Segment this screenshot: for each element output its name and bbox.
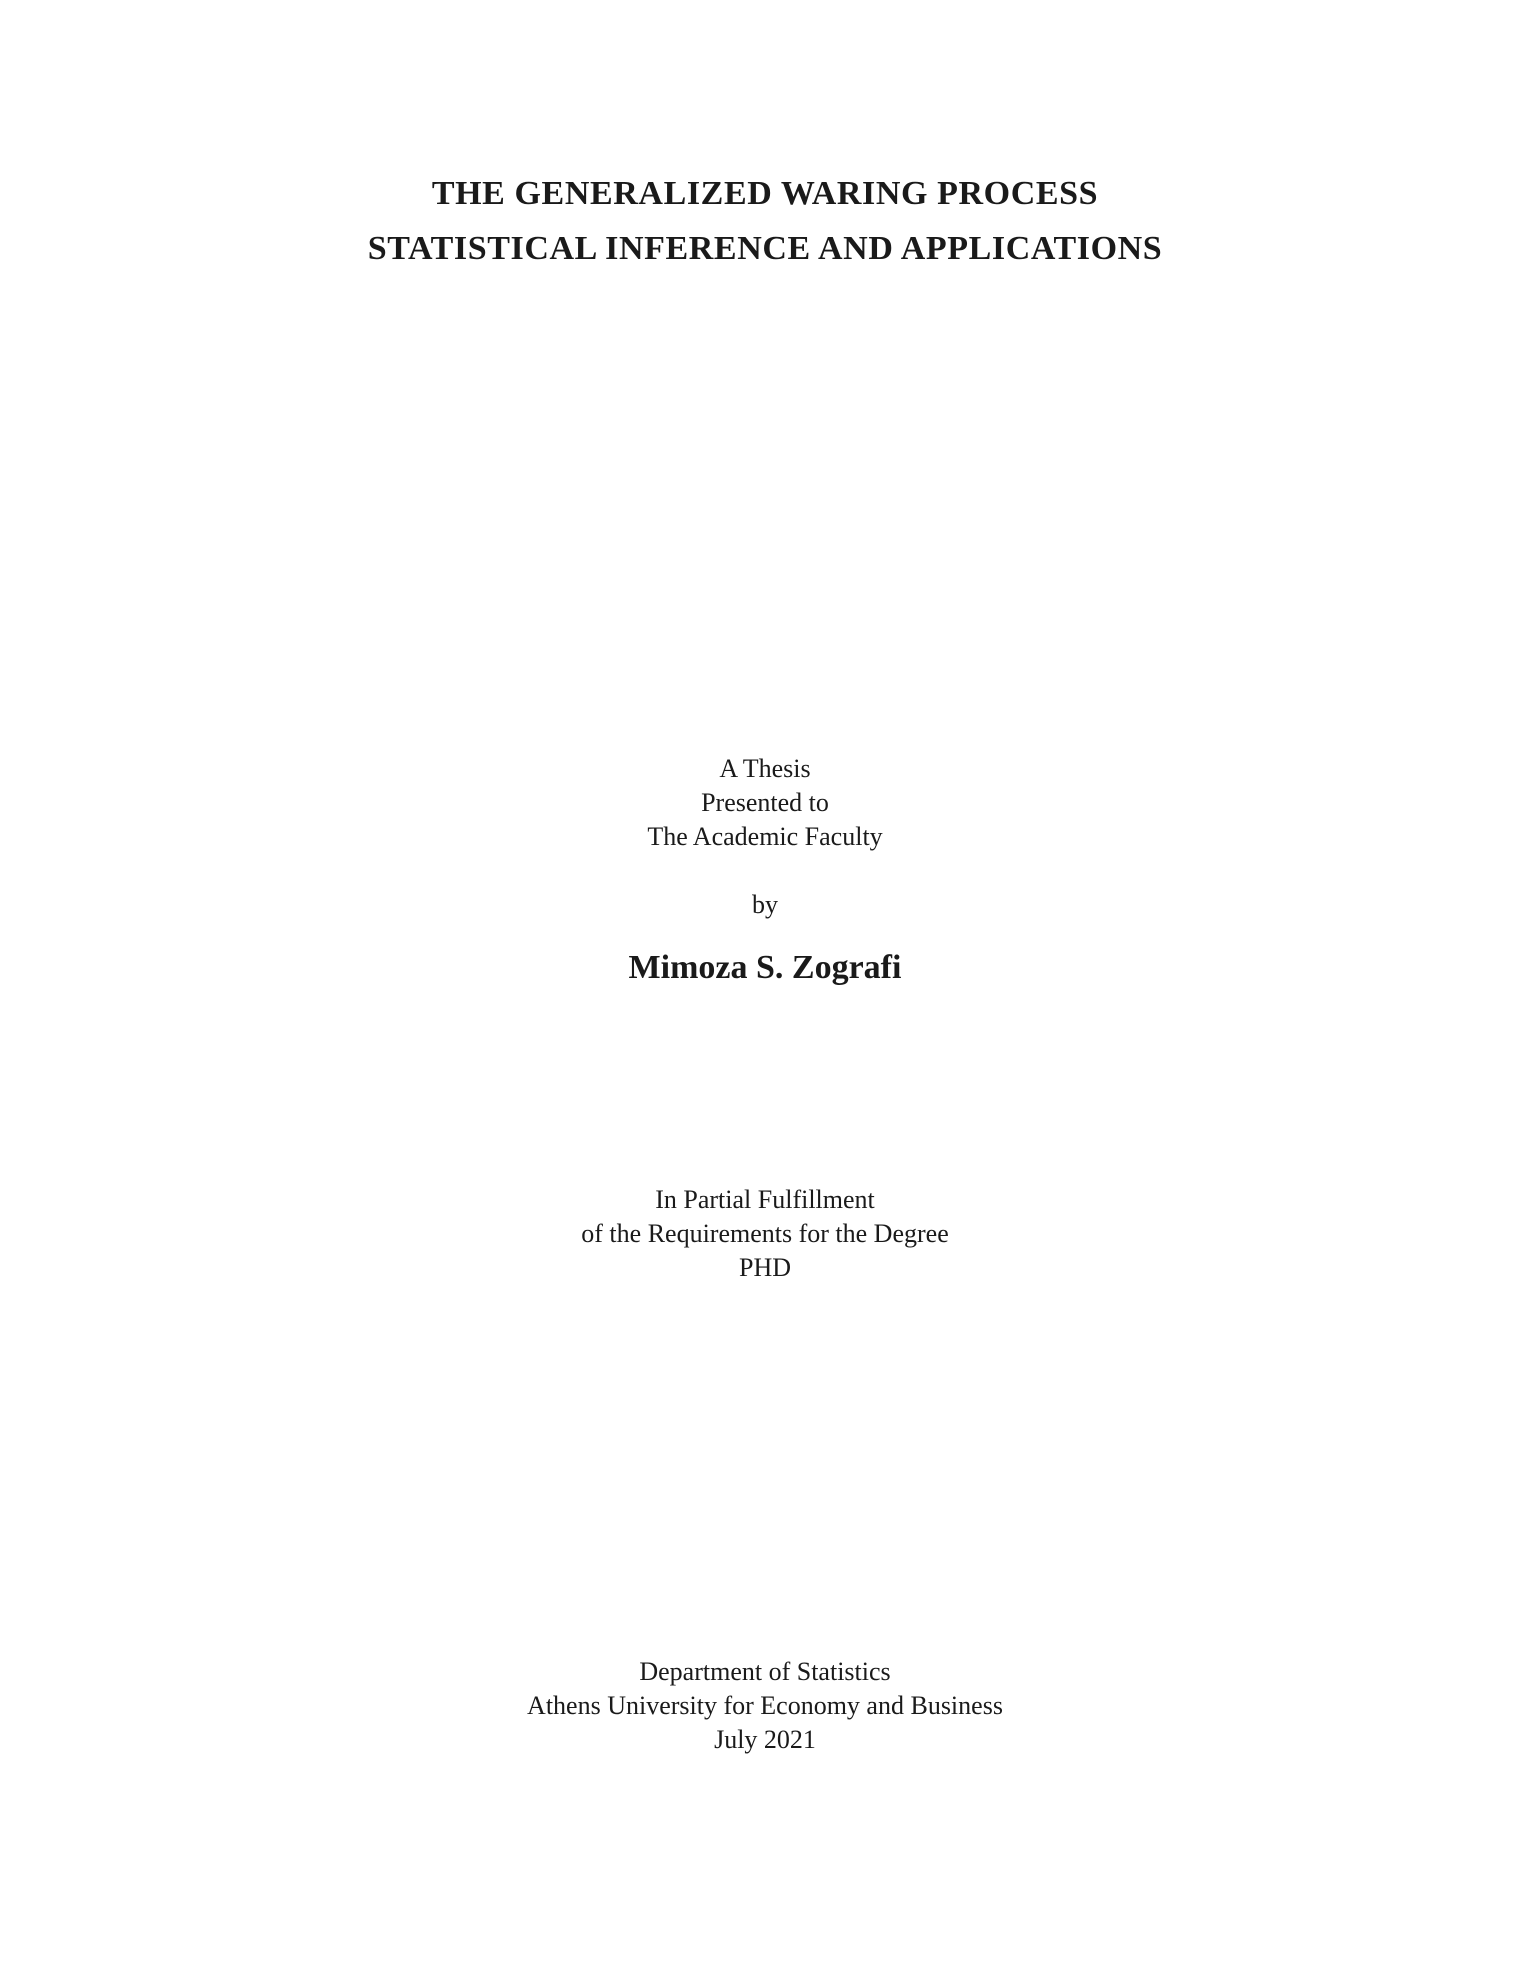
thesis-title-line-1: THE GENERALIZED WARING PROCESS bbox=[431, 175, 1099, 212]
degree-name: PHD bbox=[738, 1253, 791, 1282]
presentation-statement bbox=[0, 752, 1530, 854]
thesis-title-line-2: STATISTICAL INFERENCE AND APPLICATIONS bbox=[367, 230, 1163, 267]
fulfillment-line-1: In Partial Fulfillment bbox=[655, 1185, 875, 1214]
presentation-line-3: The Academic Faculty bbox=[647, 822, 883, 851]
presentation-line-2: Presented to bbox=[701, 788, 829, 817]
submission-date: July 2021 bbox=[714, 1725, 816, 1754]
author-block bbox=[0, 946, 1530, 990]
university-name: Athens University for Economy and Business bbox=[527, 1691, 1003, 1720]
thesis-title bbox=[0, 166, 1530, 276]
fulfillment-line-2: of the Requirements for the Degree bbox=[581, 1219, 949, 1248]
degree-fulfillment-statement bbox=[0, 1183, 1530, 1285]
presentation-line-1: A Thesis bbox=[719, 754, 811, 783]
department-name: Department of Statistics bbox=[639, 1657, 891, 1686]
by-label-block bbox=[0, 888, 1530, 922]
by-label: by bbox=[752, 890, 778, 919]
author-name: Mimoza S. Zografi bbox=[628, 949, 902, 986]
affiliation-block bbox=[0, 1655, 1530, 1757]
